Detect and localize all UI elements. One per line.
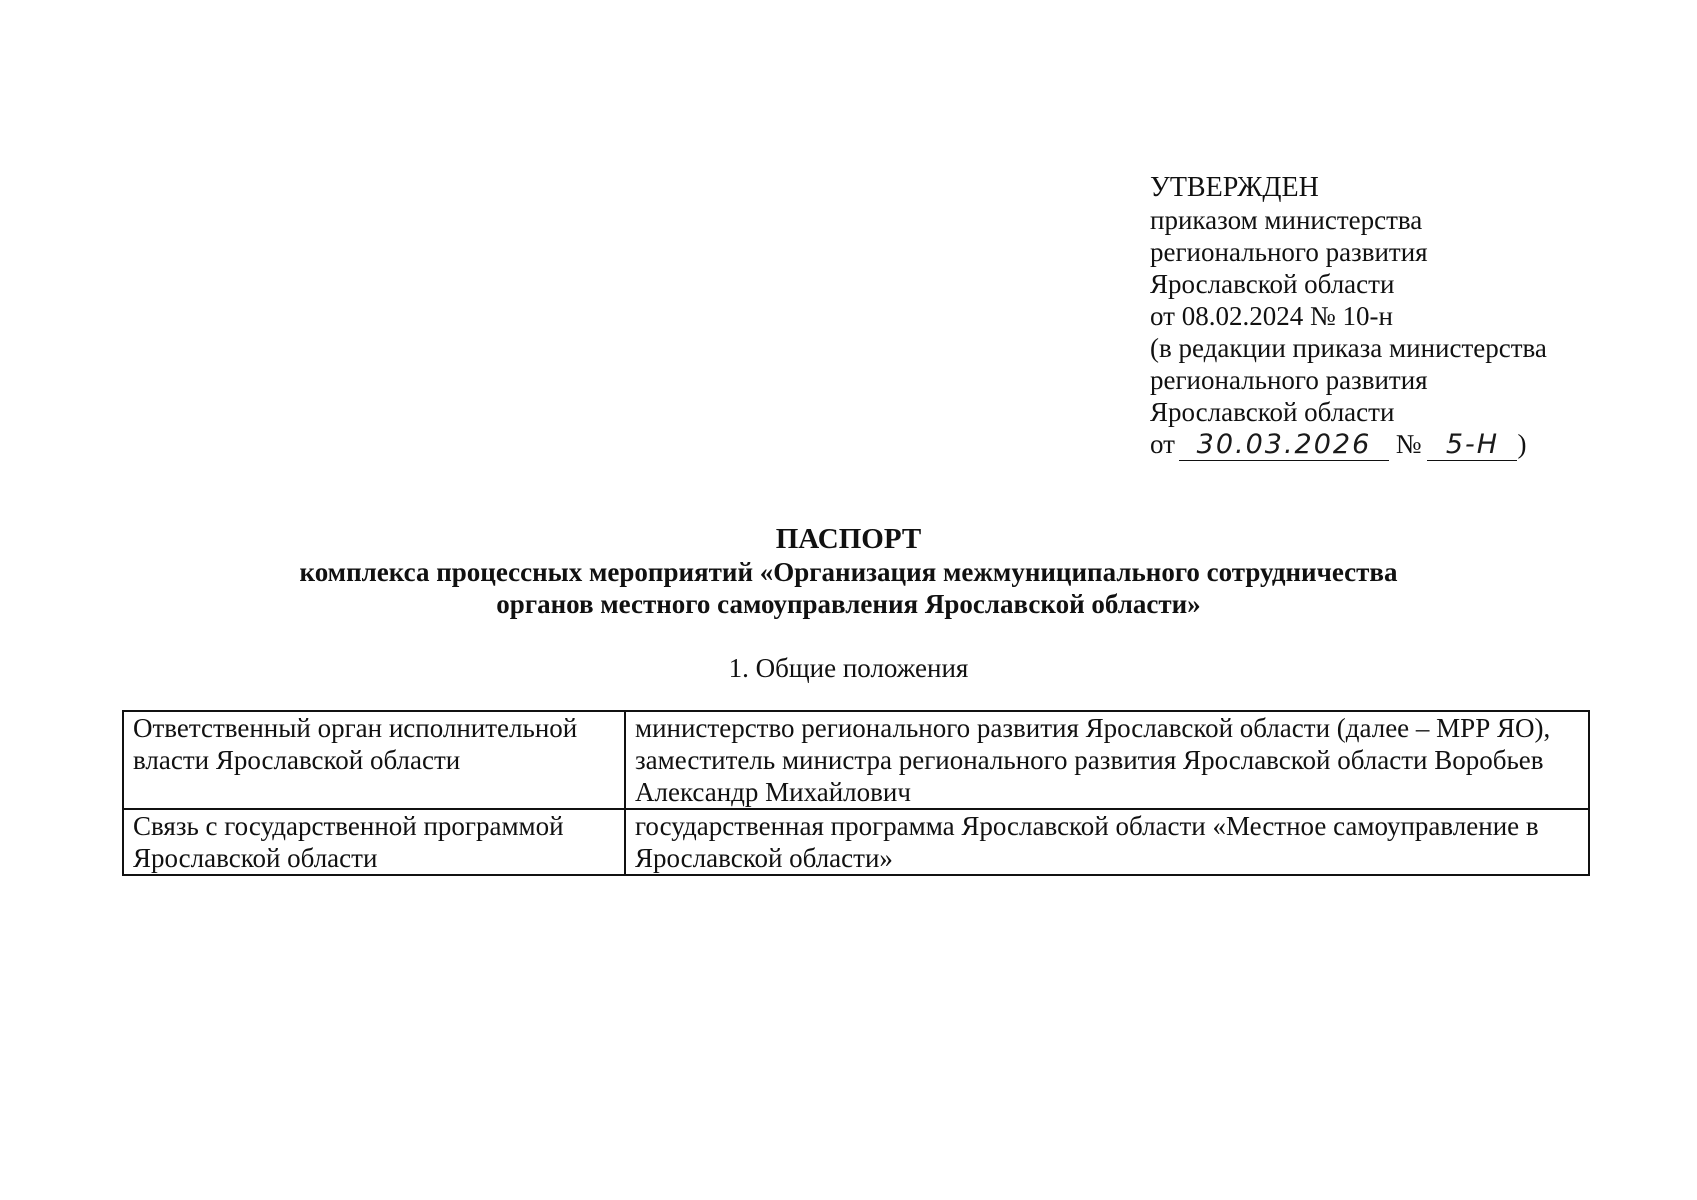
number-sign: № — [1395, 429, 1422, 459]
approval-heading: УТВЕРЖДЕН — [1150, 172, 1319, 203]
table-cell-label: Ответственный орган исполнительной власти Ярославской области — [123, 711, 625, 809]
passport-table — [122, 710, 1590, 876]
approval-line: Ярославской области — [1150, 397, 1395, 427]
amendment-line — [1150, 428, 1670, 461]
approval-original-order: от 08.02.2024 № 10-н — [1150, 301, 1393, 331]
closing-paren: ) — [1517, 429, 1527, 459]
approval-line: регионального развития — [1150, 237, 1428, 267]
handwritten-date: 30.03.2026 — [1179, 430, 1389, 461]
approval-line: приказом министерства — [1150, 205, 1423, 235]
title-line-2: органов местного самоуправления Ярославской области» — [496, 589, 1201, 619]
approval-line: регионального развития — [1150, 365, 1428, 395]
title-passport: ПАСПОРТ — [775, 523, 922, 555]
handwritten-number: 5-Н — [1427, 430, 1517, 461]
table-row — [123, 809, 1589, 875]
table-row — [123, 711, 1589, 809]
table-cell-value: министерство регионального развития Ярославской области (далее – МРР ЯО), заместитель министра регионального развития Ярославской области Воробьев Александр Михайлович — [625, 711, 1589, 809]
document-title — [0, 522, 1697, 620]
table-cell-value: государственная программа Ярославской области «Местное самоуправление в Ярославской области» — [625, 809, 1589, 875]
section-heading: 1. Общие положения — [728, 653, 969, 683]
approval-block — [1150, 172, 1670, 461]
title-line-1: комплекса процессных мероприятий «Организация межмуниципального сотрудничества — [299, 557, 1398, 587]
amendment-prefix: от — [1150, 429, 1175, 459]
approval-line: Ярославской области — [1150, 269, 1395, 299]
approval-line: (в редакции приказа министерства — [1150, 333, 1547, 363]
table-cell-label: Связь с государственной программой Ярославской области — [123, 809, 625, 875]
